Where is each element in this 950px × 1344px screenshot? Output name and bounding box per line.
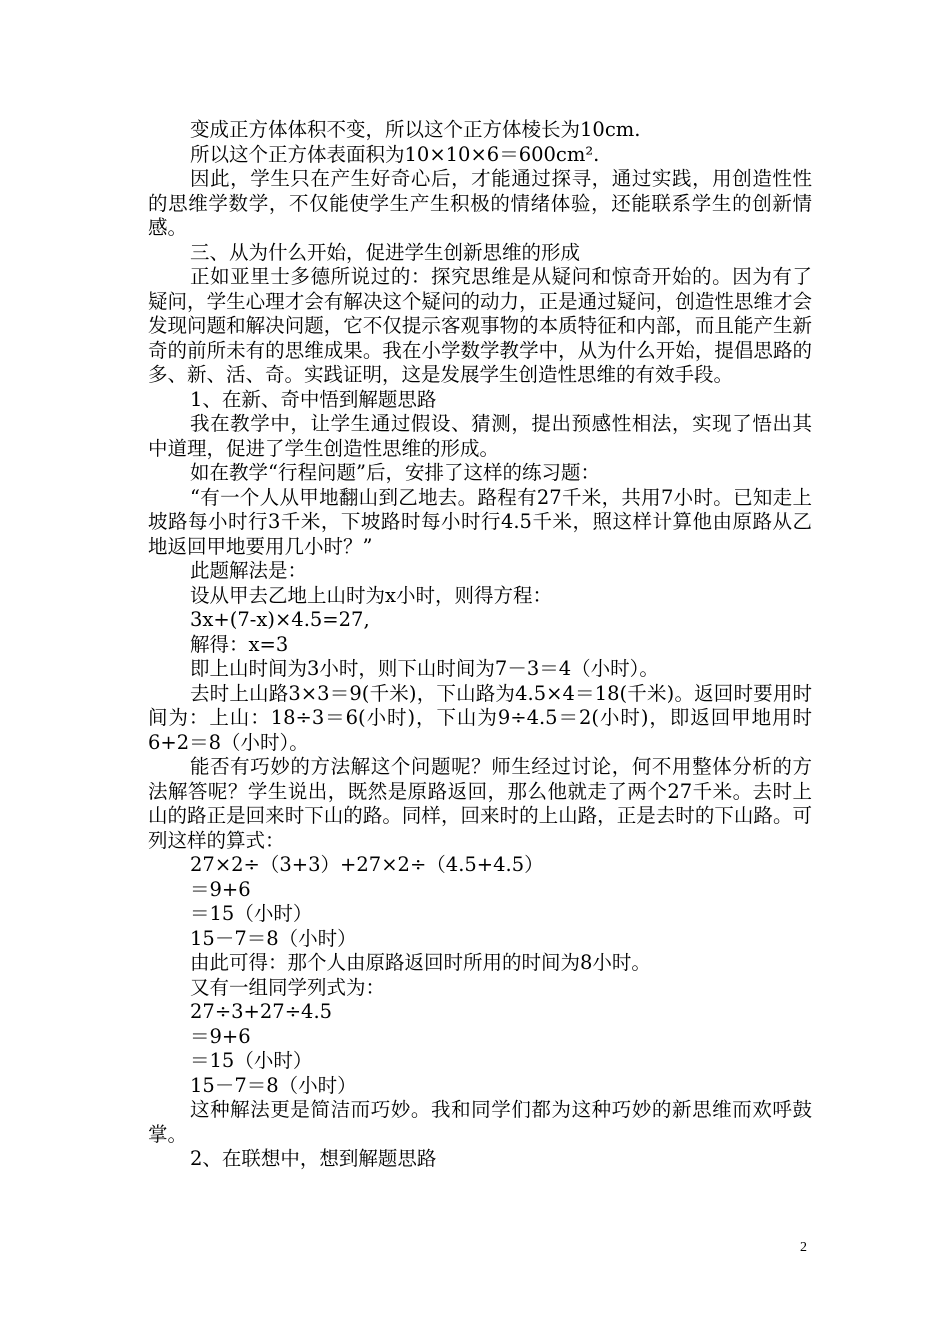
paragraph: 即上山时间为3小时，则下山时间为7－3＝4（小时）。 xyxy=(190,657,659,680)
equation: ＝9+6 xyxy=(190,877,251,901)
paragraph: 由此可得：那个人由原路返回时所用的时间为8小时。 xyxy=(190,951,651,974)
paragraph: 这种解法更是简洁而巧妙。我和同学们都为这种巧妙的新思维而欢呼鼓掌。 xyxy=(148,1098,812,1146)
equation: 27÷3+27÷4.5 xyxy=(190,1000,333,1023)
paragraph: 所以这个正方体表面积为10×10×6＝600cm². xyxy=(190,142,600,166)
paragraph: 因此，学生只在产生好奇心后，才能通过探寻，通过实践，用创造性性的思维学数学，不仅能使学生产生积极的情绪体验，还能联系学生的创新情感。 xyxy=(148,167,812,239)
page-number: 2 xyxy=(800,1240,807,1255)
subsection-heading: 1、在新、奇中悟到解题思路 xyxy=(190,387,437,411)
paragraph: 设从甲去乙地上山时为x小时，则得方程： xyxy=(190,583,552,607)
equation: 15－7＝8（小时） xyxy=(190,926,357,950)
equation: 15－7＝8（小时） xyxy=(190,1073,357,1097)
paragraph: 此题解法是： xyxy=(190,559,308,582)
section-heading: 三、从为什么开始，促进学生创新思维的形成 xyxy=(190,240,581,264)
equation: ＝9+6 xyxy=(190,1024,251,1048)
equation: ＝15（小时） xyxy=(190,902,313,925)
paragraph: 解得：x=3 xyxy=(190,632,289,656)
paragraph: 我在教学中，让学生通过假设、猜测，提出预感性相法，实现了悟出其中道理，促进了学生创造性思维的形成。 xyxy=(148,412,812,460)
document-body xyxy=(148,118,812,1172)
paragraph: 变成正方体体积不变，所以这个正方体棱长为10cm. xyxy=(190,118,641,141)
paragraph: 如在教学“行程问题”后，安排了这样的练习题： xyxy=(190,461,600,484)
equation: 3x+(7-x)×4.5=27, xyxy=(190,608,370,631)
subsection-heading: 2、在联想中，想到解题思路 xyxy=(190,1147,437,1170)
paragraph: 能否有巧妙的方法解这个问题呢？师生经过讨论，何不用整体分析的方法解答呢？学生说出，既然是原路返回，那么他就走了两个27千米。去时上山的路正是回来时下山的路。同样，回来时的上山路，正是去时的下山路。可列这样的算式： xyxy=(148,755,812,852)
equation: 27×2÷（3+3）+27×2÷（4.5+4.5） xyxy=(190,853,544,876)
paragraph: 正如亚里士多德所说过的：探究思维是从疑问和惊奇开始的。因为有了疑问，学生心理才会有解决这个疑问的动力，正是通过疑问，创造性思维才会发现问题和解决问题，它不仅提示客观事物的本质特征和内部，而且能产生新奇的前所未有的思维成果。我在小学数学教学中，从为什么开始，提倡思路的多、新、活、奇。实践证明，这是发展学生创造性思维的有效手段。 xyxy=(148,265,812,386)
equation: ＝15（小时） xyxy=(190,1049,313,1072)
problem-quote: “有一个人从甲地翻山到乙地去。路程有27千米，共用7小时。已知走上坡路每小时行3千米，下坡路时每小时行4.5千米，照这样计算他由原路从乙地返回甲地要用几小时？” xyxy=(148,485,812,558)
paragraph: 又有一组同学列式为： xyxy=(190,975,386,999)
paragraph: 去时上山路3×3＝9(千米)，下山路为4.5×4＝18(千米)。返回时要用时间为：上山：18÷3＝6(小时)，下山为9÷4.5＝2(小时)，即返回甲地用时6+2＝8（小时）。 xyxy=(148,681,812,754)
